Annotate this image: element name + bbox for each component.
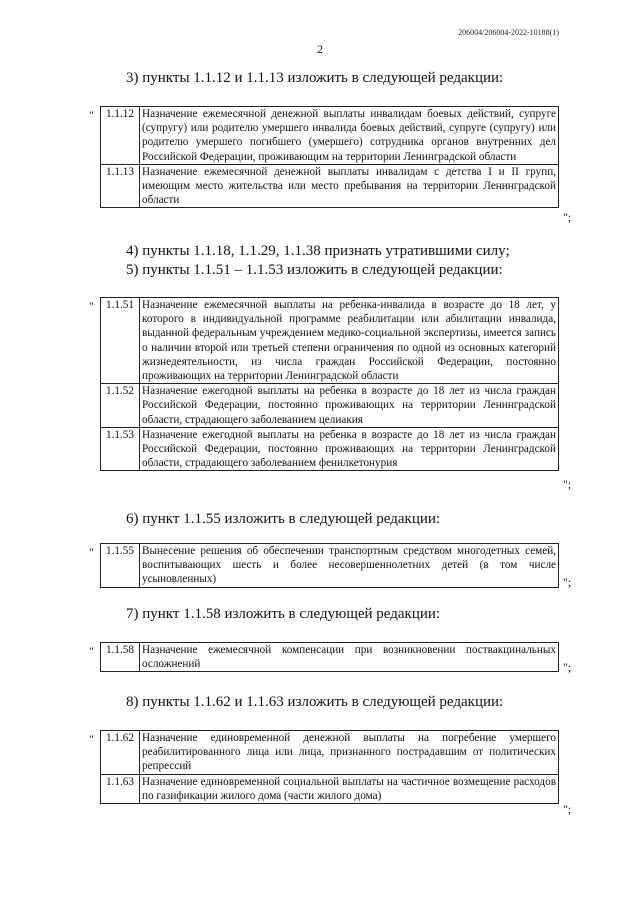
item-number: 1.1.62 xyxy=(101,731,140,775)
table-row xyxy=(101,298,559,384)
table-row xyxy=(101,774,559,803)
item-text: Назначение ежегодной выплаты на ребенка в возрасте до 18 лет из числа граждан Российской Федерации, постоянно проживающих на территории Ленинградской области, страдающего заболеванием фенилкетонурия xyxy=(140,427,559,471)
table-row xyxy=(101,164,559,208)
item-number: 1.1.52 xyxy=(101,384,140,428)
section-8-heading: 8) пункты 1.1.62 и 1.1.63 изложить в следующей редакции: xyxy=(126,694,504,710)
quote-close: "; xyxy=(563,660,572,674)
section-4-heading: 4) пункты 1.1.18, 1.1.29, 1.1.38 признать утратившими силу; xyxy=(126,243,510,259)
table-row xyxy=(101,427,559,471)
quote-close: "; xyxy=(563,210,572,224)
item-number: 1.1.53 xyxy=(101,427,140,471)
page-number: 2 xyxy=(317,42,323,56)
section-5-heading: 5) пункты 1.1.51 – 1.1.53 изложить в следующей редакции: xyxy=(126,262,503,278)
document-id: 206004/206004-2022-10188(1) xyxy=(458,28,559,37)
quote-close: "; xyxy=(563,802,572,816)
item-number: 1.1.51 xyxy=(101,298,140,384)
items-table-5 xyxy=(100,297,559,471)
items-table-3 xyxy=(100,106,559,208)
items-table-8 xyxy=(100,730,559,804)
quote-close: "; xyxy=(563,575,572,589)
item-number: 1.1.12 xyxy=(101,107,140,165)
quote-open: " xyxy=(89,732,94,746)
item-text: Назначение ежемесячной денежной выплаты инвалидам боевых действий, супруге (супругу) или родителю умершего инвалида боевых действий, супруге (супругу) или родителю умершего погибшего (умершего) сотрудника органов внутренних дел Российской Федерации, проживающим на территории Ленинградской области xyxy=(140,107,559,165)
quote-open: " xyxy=(89,545,94,559)
item-text: Назначение ежемесячной компенсации при возникновении поствакцинальных осложнений xyxy=(140,643,559,672)
section-3-heading: 3) пункты 1.1.12 и 1.1.13 изложить в следующей редакции: xyxy=(126,70,504,86)
table-row xyxy=(101,731,559,775)
table-row xyxy=(101,544,559,588)
item-text: Вынесение решения об обеспечении транспортным средством многодетных семей, воспитывающих шесть и более несовершеннолетних детей (в том числе усыновленных) xyxy=(140,544,559,588)
quote-open: " xyxy=(89,299,94,313)
section-6-heading: 6) пункт 1.1.55 изложить в следующей редакции: xyxy=(126,511,441,527)
item-number: 1.1.55 xyxy=(101,544,140,588)
item-text: Назначение ежегодной выплаты на ребенка в возрасте до 18 лет из числа граждан Российской Федерации, постоянно проживающих на территории Ленинградской области, страдающего заболеванием целиакия xyxy=(140,384,559,428)
quote-open: " xyxy=(89,644,94,658)
item-text: Назначение единовременной денежной выплаты на погребение умершего реабилитированного лица или лица, признанного пострадавшим от политических репрессий xyxy=(140,731,559,775)
section-7-heading: 7) пункт 1.1.58 изложить в следующей редакции: xyxy=(126,606,441,622)
item-text: Назначение единовременной социальной выплаты на частичное возмещение расходов по газификации жилого дома (части жилого дома) xyxy=(140,774,559,803)
items-table-7 xyxy=(100,642,559,672)
table-row xyxy=(101,384,559,428)
item-number: 1.1.13 xyxy=(101,164,140,208)
table-row xyxy=(101,643,559,672)
item-text: Назначение ежемесячной денежной выплаты инвалидам с детства I и II групп, имеющим место жительства или место пребывания на территории Ленинградской области xyxy=(140,164,559,208)
items-table-6 xyxy=(100,543,559,588)
quote-open: " xyxy=(89,108,94,122)
table-row xyxy=(101,107,559,165)
item-text: Назначение ежемесячной выплаты на ребенка-инвалида в возрасте до 18 лет, у которого в индивидуальной программе реабилитации или абилитации инвалида, выданной федеральным учреждением медико-социальной экспертизы, имеется запись о наличии второй или третьей степени ограничения по одной из основных категорий жизнедеятельности, из числа граждан Российской Федерации, постоянно проживающих на территории Ленинградской области xyxy=(140,298,559,384)
quote-close: "; xyxy=(563,477,572,491)
item-number: 1.1.63 xyxy=(101,774,140,803)
item-number: 1.1.58 xyxy=(101,643,140,672)
